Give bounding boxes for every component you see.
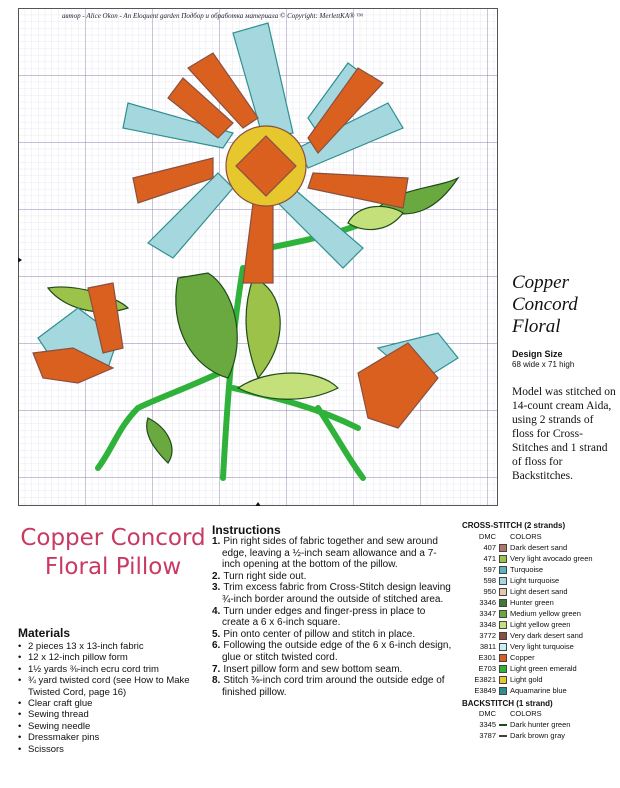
dmc-number: E3821: [474, 675, 496, 684]
design-size-label: Design Size: [512, 349, 563, 359]
color-swatch: [499, 610, 507, 618]
key-column-headers: [462, 531, 617, 542]
key-row: [462, 674, 617, 685]
color-name: Turquoise: [510, 565, 544, 574]
key-column-headers-back: [462, 708, 617, 719]
color-name: Light green emerald: [510, 664, 577, 673]
backstitch-line-swatch: [499, 724, 507, 726]
color-name: Copper: [510, 653, 535, 662]
list-item: • ¾ yard twisted cord (see How to Make Twisted Cord, page 16): [18, 675, 208, 698]
key-row: [462, 630, 617, 641]
key-row: [462, 685, 617, 696]
dmc-number: 3772: [479, 631, 496, 640]
chart-credit: автор - Alice Okon - An Eloquent garden Подбор и обработка материала © Copyright: MerlettKA® ™: [62, 12, 364, 20]
color-swatch: [499, 577, 507, 585]
list-item: • Sewing needle: [18, 721, 208, 732]
list-item: • 2 pieces 13 x 13-inch fabric: [18, 641, 208, 652]
color-swatch: [499, 665, 507, 673]
color-name: Light desert sand: [510, 587, 568, 596]
list-item: 1. Pin right sides of fabric together and sew around edge, leaving a ½-inch seam allowance and a 7-inch opening at the bottom of the pillow.: [212, 536, 438, 571]
dmc-number: 950: [483, 587, 496, 596]
key-row: [462, 719, 617, 730]
list-item: 4. Turn under edges and finger-press in place to create a 6 x 6-inch square.: [212, 605, 426, 629]
dmc-number: E3849: [474, 686, 496, 695]
list-item: • Clear craft glue: [18, 698, 208, 709]
color-name: Medium yellow green: [510, 609, 581, 618]
colors-header: COLORS: [510, 709, 542, 718]
color-name: Very light turquoise: [510, 642, 574, 651]
materials-list: [18, 641, 208, 755]
list-item: 5. Pin onto center of pillow and stitch in place.: [212, 628, 416, 640]
design-title: Copper Concord Floral: [512, 272, 578, 337]
color-name: Light turquoise: [510, 576, 560, 585]
color-name: Aquamarine blue: [510, 686, 567, 695]
key-row: [462, 663, 617, 674]
dmc-number: 3787: [479, 731, 496, 740]
design-size-value: 68 wide x 71 high: [512, 360, 575, 369]
key-row: [462, 641, 617, 652]
color-swatch: [499, 588, 507, 596]
key-row: [462, 608, 617, 619]
dmc-header: DMC: [478, 709, 496, 718]
list-item: • Scissors: [18, 744, 208, 755]
list-item: 7. Insert pillow form and sew bottom seam.: [212, 663, 403, 675]
list-item: • Dressmaker pins: [18, 732, 208, 743]
list-item: • 12 x 12-inch pillow form: [18, 652, 208, 663]
key-row: [462, 553, 617, 564]
list-item: 3. Trim excess fabric from Cross-Stitch design leaving ¾-inch border around the outside of stitched area.: [212, 582, 451, 605]
dmc-header: DMC: [478, 532, 496, 541]
color-name: Dark hunter green: [510, 720, 571, 729]
key-row: [462, 619, 617, 630]
color-swatch: [499, 621, 507, 629]
color-swatch: [499, 676, 507, 684]
dmc-number: 3345: [479, 720, 496, 729]
dmc-number: 598: [483, 576, 496, 585]
dmc-number: 3346: [479, 598, 496, 607]
page-title: Copper Concord Floral Pillow: [20, 525, 206, 580]
color-name: Very dark desert sand: [510, 631, 583, 640]
key-row: [462, 564, 617, 575]
dmc-number: 3347: [479, 609, 496, 618]
color-key: [462, 521, 617, 741]
cross-stitch-rows: [462, 542, 617, 696]
list-item: • 1½ yards ⅜-inch ecru cord trim: [18, 664, 208, 675]
color-name: Dark brown gray: [510, 731, 566, 740]
backstitch-heading: BACKSTITCH (1 strand): [462, 699, 553, 708]
instructions-list: [212, 536, 452, 698]
color-swatch: [499, 544, 507, 552]
materials-heading: Materials: [18, 626, 71, 640]
color-name: Light gold: [510, 675, 543, 684]
color-swatch: [499, 654, 507, 662]
list-item: 8. Stitch ⅜-inch cord trim around the outside edge of finished pillow.: [212, 675, 445, 698]
list-item: 6. Following the outside edge of the 6 x 6-inch design, glue or stitch twisted cord.: [212, 640, 452, 663]
color-swatch: [499, 555, 507, 563]
colors-header: COLORS: [510, 532, 542, 541]
color-swatch: [499, 632, 507, 640]
key-row: [462, 575, 617, 586]
dmc-number: 3811: [479, 642, 496, 651]
color-name: Hunter green: [510, 598, 554, 607]
cross-stitch-heading: CROSS-STITCH (2 strands): [462, 521, 566, 530]
color-name: Very light avocado green: [510, 554, 593, 563]
backstitch-line-swatch: [499, 735, 507, 737]
color-swatch: [499, 599, 507, 607]
color-name: Light yellow green: [510, 620, 571, 629]
dmc-number: 407: [483, 543, 496, 552]
key-row: [462, 542, 617, 553]
color-swatch: [499, 566, 507, 574]
dmc-number: 597: [483, 565, 496, 574]
instructions-heading: Instructions: [212, 523, 281, 537]
color-name: Dark desert sand: [510, 543, 568, 552]
color-swatch: [499, 643, 507, 651]
model-note: Model was stitched on 14-count cream Aida, using 2 strands of floss for Cross-Stitches and 1 strand of floss for Backstitches.: [512, 386, 616, 482]
key-row: [462, 586, 617, 597]
dmc-number: 471: [483, 554, 496, 563]
backstitch-rows: [462, 719, 617, 741]
list-item: • Sewing thread: [18, 709, 208, 720]
key-row: [462, 730, 617, 741]
key-row: [462, 652, 617, 663]
key-row: [462, 597, 617, 608]
color-swatch: [499, 687, 507, 695]
dmc-number: E301: [478, 653, 496, 662]
cross-stitch-chart: [18, 8, 498, 506]
dmc-number: E703: [478, 664, 496, 673]
dmc-number: 3348: [479, 620, 496, 629]
list-item: 2. Turn right side out.: [212, 570, 307, 582]
